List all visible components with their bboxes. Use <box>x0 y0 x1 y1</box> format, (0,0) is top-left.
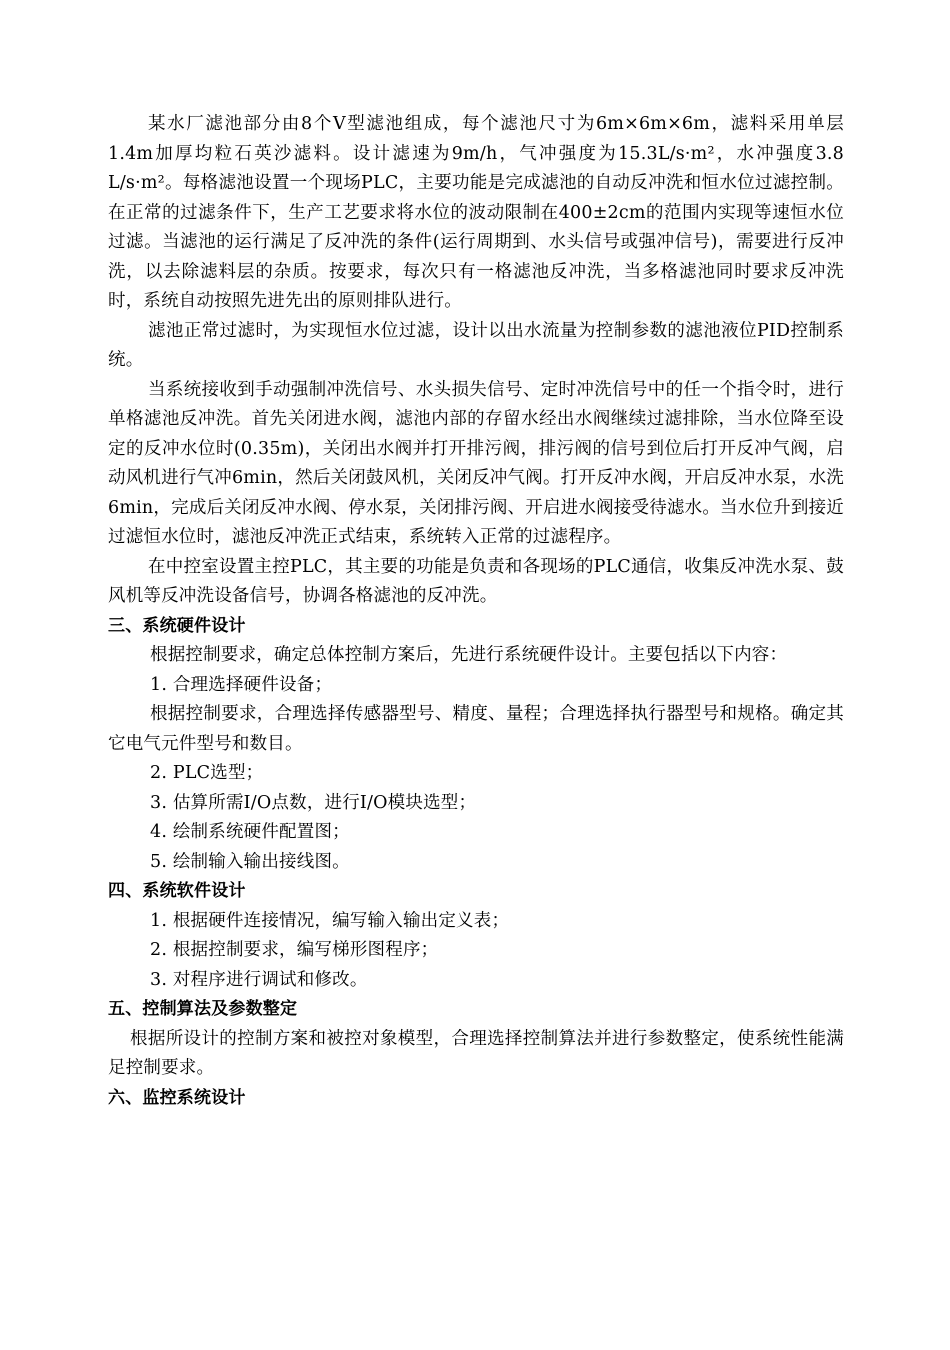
paragraph-backwash-procedure: 当系统接收到手动强制冲洗信号、水头损失信号、定时冲洗信号中的任一个指令时，进行单格滤池反冲洗。首先关闭进水阀，滤池内部的存留水经出水阀继续过滤排除，当水位降至设定的反冲水位时(0.35m)，关闭出水阀并打开排污阀，排污阀的信号到位后打开反冲气阀，启动风机进行气冲6min，然后关闭鼓风机，关闭反冲气阀。打开反冲水阀，开启反冲水泵，水洗6min，完成后关闭反冲水阀、停水泵，关闭排污阀、开启进水阀接受待滤水。当水位升到接近过滤恒水位时，滤池反冲洗正式结束，系统转入正常的过滤程序。 <box>108 379 844 547</box>
hardware-item-1-detail: 根据控制要求，合理选择传感器型号、精度、量程；合理选择执行器型号和规格。确定其它电气元件型号和数目。 <box>108 704 844 754</box>
section-heading-hardware: 三、系统硬件设计 <box>108 615 246 636</box>
hardware-item-2: 2. PLC选型； <box>150 763 264 783</box>
algorithm-text: 根据所设计的控制方案和被控对象模型，合理选择控制算法并进行参数整定，使系统性能满足控制要求。 <box>108 1028 844 1078</box>
paragraph-filter-overview: 某水厂滤池部分由8个V型滤池组成，每个滤池尺寸为6m×6m×6m，滤料采用单层1.4m加厚均粒石英沙滤料。设计滤速为9m/h，气冲强度为15.3L/s·m²，水冲强度3.8 L/s·m²。每格滤池设置一个现场PLC，主要功能是完成滤池的自动反冲洗和恒水位过滤控制。在正常的过滤条件下，生产工艺要求将水位的波动限制在400±2cm的范围内实现等速恒水位过滤。当滤池的运行满足了反冲洗的条件(运行周期到、水头信号或强冲信号)，需要进行反冲洗，以去除滤料层的杂质。按要求，每次只有一格滤池反冲洗，当多格滤池同时要求反冲洗时，系统自动按照先进先出的原则排队进行。 <box>108 114 844 311</box>
hardware-item-4: 4. 绘制系统硬件配置图； <box>150 822 350 842</box>
section-heading-monitoring: 六、监控系统设计 <box>108 1087 246 1108</box>
hardware-intro: 根据控制要求，确定总体控制方案后，先进行系统硬件设计。主要包括以下内容： <box>150 645 788 665</box>
software-item-1: 1. 根据硬件连接情况，编写输入输出定义表； <box>150 910 510 931</box>
hardware-item-1: 1. 合理选择硬件设备； <box>150 674 333 695</box>
document-page <box>108 110 844 1113</box>
hardware-item-5: 5. 绘制输入输出接线图。 <box>150 851 350 872</box>
software-item-3: 3. 对程序进行调试和修改。 <box>150 969 368 990</box>
paragraph-pid-control: 滤池正常过滤时，为实现恒水位过滤，设计以出水流量为控制参数的滤池液位PID控制系统。 <box>108 320 844 370</box>
software-item-2: 2. 根据控制要求，编写梯形图程序； <box>150 940 439 960</box>
section-heading-algorithm: 五、控制算法及参数整定 <box>108 999 298 1019</box>
paragraph-master-plc: 在中控室设置主控PLC，其主要的功能是负责和各现场的PLC通信，收集反冲洗水泵、鼓风机等反冲洗设备信号，协调各格滤池的反冲洗。 <box>108 556 844 606</box>
hardware-item-3: 3. 估算所需I/O点数，进行I/O模块选型； <box>150 792 477 813</box>
section-heading-software: 四、系统软件设计 <box>108 881 246 901</box>
